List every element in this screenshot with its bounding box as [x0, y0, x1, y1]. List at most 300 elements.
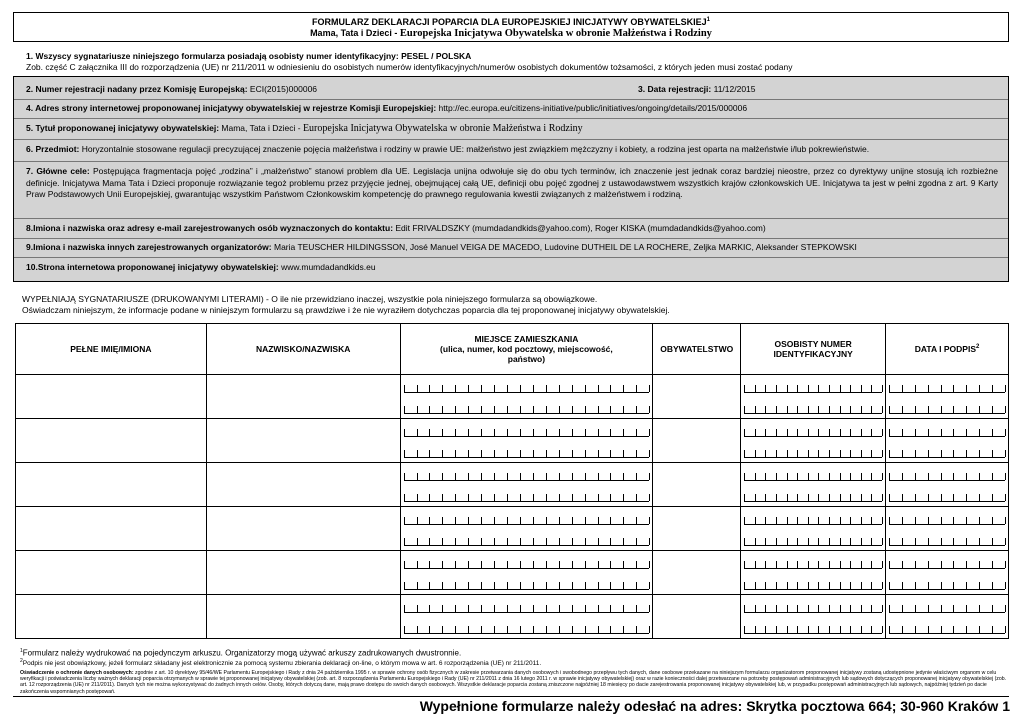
- citizenship-field[interactable]: [653, 507, 741, 551]
- character-box-divider: [468, 429, 469, 436]
- character-box-divider: [755, 385, 756, 392]
- character-box-divider: [572, 494, 573, 501]
- character-box-divider: [404, 429, 405, 436]
- character-box-divider: [520, 582, 521, 589]
- character-box-divider: [850, 517, 851, 524]
- intro-line-1: 1. Wszyscy sygnatariusze niniejszego formularza posiadają osobisty numer identyfikacyjny: PESEL / POLSKA: [26, 51, 472, 61]
- baseline: [744, 457, 882, 458]
- name-field[interactable]: [16, 595, 207, 639]
- character-box-divider: [882, 473, 883, 480]
- footnote-2: [20, 658, 541, 667]
- character-box-divider: [992, 538, 993, 545]
- citizenship-field[interactable]: [653, 595, 741, 639]
- character-boxes: [404, 517, 650, 525]
- character-box-divider: [755, 429, 756, 436]
- character-box-divider: [744, 517, 745, 524]
- character-box-divider: [902, 561, 903, 568]
- character-box-divider: [585, 450, 586, 457]
- goals-value: Postępująca fragmentacja pojęć „rodzina” i „małżeństwo” stanowi problem dla UE. Legislacja unijna odwołuje się do obu tych terminów, ich znaczenie jest jednak coraz bardziej nieostre, przez co dyrektywy unijne stosują ich rozbieżne definicje. Inicjatywa Mama Tata i Dzieci proponuje rozwiązanie tegoż problemu przez przyjęcie jednej, obejmującej całą UE, definicji obu pojęć zgodnej z ustawodawstwem wszystkich krajów członkowskich UE. Inicjatywa ta jest w pełni zgodna z art. 9 Karty Praw Podstawowych Unii Europejskiej, gwarantując wszystkim Państwom Członkowskim kompetencję do prawnego regulowania kwestii związanych z małżeństwem i rodziną.: [26, 166, 998, 199]
- character-box-divider: [468, 385, 469, 392]
- character-box-divider: [889, 517, 890, 524]
- character-box-divider: [404, 473, 405, 480]
- character-box-divider: [417, 406, 418, 413]
- character-box-divider: [787, 517, 788, 524]
- character-box-divider: [559, 429, 560, 436]
- character-box-divider: [468, 406, 469, 413]
- character-box-divider: [808, 429, 809, 436]
- character-box-divider: [585, 626, 586, 633]
- character-box-divider: [404, 517, 405, 524]
- address-header-line-1: MIEJSCE ZAMIESZKANIA: [474, 334, 579, 344]
- character-box-divider: [598, 538, 599, 545]
- character-box-divider: [744, 429, 745, 436]
- character-box-divider: [787, 450, 788, 457]
- character-box-divider: [941, 450, 942, 457]
- character-box-divider: [429, 473, 430, 480]
- character-box-divider: [494, 473, 495, 480]
- character-box-divider: [442, 385, 443, 392]
- character-box-divider: [559, 385, 560, 392]
- character-box-divider: [559, 517, 560, 524]
- character-box-divider: [744, 538, 745, 545]
- character-boxes: [404, 429, 650, 437]
- character-box-divider: [755, 626, 756, 633]
- character-box-divider: [829, 538, 830, 545]
- character-box-divider: [861, 538, 862, 545]
- surname-field[interactable]: [206, 375, 400, 419]
- character-box-divider: [636, 473, 637, 480]
- character-box-divider: [941, 561, 942, 568]
- character-box-divider: [744, 473, 745, 480]
- character-box-divider: [623, 517, 624, 524]
- character-box-divider: [979, 582, 980, 589]
- character-box-divider: [429, 406, 430, 413]
- character-box-divider: [928, 626, 929, 633]
- character-box-divider: [546, 429, 547, 436]
- character-box-divider: [979, 561, 980, 568]
- date-signature-field[interactable]: [886, 419, 1009, 463]
- character-box-divider: [572, 538, 573, 545]
- character-box-divider: [902, 538, 903, 545]
- character-box-divider: [481, 517, 482, 524]
- column-header-date-signature: [886, 324, 1009, 375]
- table-row: [16, 419, 1009, 463]
- character-box-divider: [797, 473, 798, 480]
- character-box-divider: [559, 473, 560, 480]
- initiative-info-box: [13, 76, 1009, 282]
- character-box-divider: [928, 406, 929, 413]
- character-box-divider: [765, 385, 766, 392]
- character-box-divider: [966, 538, 967, 545]
- character-box-divider: [818, 626, 819, 633]
- character-box-divider: [953, 450, 954, 457]
- date-separator: [941, 374, 948, 375]
- character-box-divider: [442, 406, 443, 413]
- character-box-divider: [889, 473, 890, 480]
- character-box-divider: [882, 626, 883, 633]
- character-box-divider: [623, 605, 624, 612]
- character-box-divider: [797, 561, 798, 568]
- character-box-divider: [755, 605, 756, 612]
- character-box-divider: [404, 385, 405, 392]
- title-label: 5. Tytuł proponowanej inicjatywy obywatelskiej:: [26, 123, 220, 133]
- character-box-divider: [755, 561, 756, 568]
- character-boxes: [889, 473, 1005, 481]
- character-box-divider: [808, 582, 809, 589]
- character-box-divider: [829, 406, 830, 413]
- baseline: [744, 524, 882, 525]
- character-box-divider: [481, 429, 482, 436]
- character-box-divider: [928, 385, 929, 392]
- character-box-divider: [533, 582, 534, 589]
- character-box-divider: [861, 605, 862, 612]
- character-box-divider: [572, 605, 573, 612]
- citizenship-field[interactable]: [653, 419, 741, 463]
- character-boxes: [744, 429, 882, 437]
- character-box-divider: [623, 385, 624, 392]
- character-box-divider: [829, 429, 830, 436]
- character-box-divider: [902, 429, 903, 436]
- intro-line-2: Zob. część C załącznika III do rozporządzenia (UE) nr 211/2011 w odniesieniu do osobistych numerów identyfikacyjnych/numerów osobistych dokumentów tożsamości, z których jeden musi zostać podany: [26, 62, 793, 72]
- character-box-divider: [623, 429, 624, 436]
- character-box-divider: [520, 538, 521, 545]
- address-field[interactable]: [400, 507, 653, 551]
- address-field[interactable]: [400, 551, 653, 595]
- name-field[interactable]: [16, 375, 207, 419]
- character-box-divider: [417, 626, 418, 633]
- character-box-divider: [623, 494, 624, 501]
- character-box-divider: [598, 494, 599, 501]
- character-box-divider: [1005, 406, 1006, 413]
- id-number-field[interactable]: [741, 419, 886, 463]
- surname-field[interactable]: [206, 551, 400, 595]
- character-box-divider: [850, 626, 851, 633]
- character-box-divider: [979, 473, 980, 480]
- character-box-divider: [610, 429, 611, 436]
- baseline: [889, 524, 1005, 525]
- character-box-divider: [966, 450, 967, 457]
- character-box-divider: [871, 473, 872, 480]
- character-box-divider: [928, 494, 929, 501]
- character-box-divider: [818, 605, 819, 612]
- character-box-divider: [902, 385, 903, 392]
- baseline: [744, 568, 882, 569]
- character-box-divider: [755, 473, 756, 480]
- character-boxes: [404, 626, 650, 634]
- character-box-divider: [455, 605, 456, 612]
- character-box-divider: [636, 626, 637, 633]
- character-box-divider: [623, 626, 624, 633]
- character-box-divider: [636, 561, 637, 568]
- character-box-divider: [889, 429, 890, 436]
- character-box-divider: [610, 517, 611, 524]
- character-box-divider: [850, 582, 851, 589]
- character-box-divider: [915, 626, 916, 633]
- character-box-divider: [559, 538, 560, 545]
- name-field[interactable]: [16, 507, 207, 551]
- character-box-divider: [979, 626, 980, 633]
- date-signature-field[interactable]: [886, 375, 1009, 419]
- character-box-divider: [623, 538, 624, 545]
- character-box-divider: [429, 517, 430, 524]
- id-number-field[interactable]: [741, 507, 886, 551]
- character-box-divider: [829, 605, 830, 612]
- initiative-title: [26, 123, 583, 135]
- character-box-divider: [992, 582, 993, 589]
- character-box-divider: [455, 538, 456, 545]
- character-box-divider: [533, 494, 534, 501]
- character-box-divider: [1005, 561, 1006, 568]
- character-box-divider: [494, 429, 495, 436]
- citizenship-field[interactable]: [653, 551, 741, 595]
- character-box-divider: [572, 473, 573, 480]
- character-box-divider: [744, 494, 745, 501]
- baseline: [404, 589, 650, 590]
- character-box-divider: [744, 450, 745, 457]
- character-box-divider: [649, 429, 650, 436]
- character-box-divider: [840, 473, 841, 480]
- citizenship-field[interactable]: [653, 463, 741, 507]
- character-box-divider: [1005, 450, 1006, 457]
- id-number-field[interactable]: [741, 595, 886, 639]
- character-box-divider: [797, 517, 798, 524]
- surname-field[interactable]: [206, 419, 400, 463]
- column-header-name: PEŁNE IMIĘ/IMIONA: [16, 324, 207, 375]
- character-box-divider: [840, 626, 841, 633]
- divider: [14, 118, 1008, 119]
- character-box-divider: [442, 538, 443, 545]
- subtitle-serif: Europejska Inicjatywa Obywatelska w obronie Małżeństwa i Rodziny: [399, 28, 712, 39]
- character-box-divider: [850, 429, 851, 436]
- character-box-divider: [494, 385, 495, 392]
- address-field[interactable]: [400, 375, 653, 419]
- character-box-divider: [520, 626, 521, 633]
- character-box-divider: [850, 538, 851, 545]
- id-number-field[interactable]: [741, 551, 886, 595]
- character-box-divider: [776, 385, 777, 392]
- name-field[interactable]: [16, 463, 207, 507]
- character-box-divider: [442, 626, 443, 633]
- character-box-divider: [776, 450, 777, 457]
- initiative-subject: [26, 144, 869, 156]
- character-box-divider: [861, 561, 862, 568]
- baseline: [404, 413, 650, 414]
- character-box-divider: [840, 494, 841, 501]
- date-signature-field[interactable]: [886, 595, 1009, 639]
- character-box-divider: [468, 494, 469, 501]
- organizers-label: 9.Imiona i nazwiska innych zarejestrowanych organizatorów:: [26, 242, 272, 252]
- character-box-divider: [417, 429, 418, 436]
- character-box-divider: [755, 582, 756, 589]
- character-box-divider: [559, 561, 560, 568]
- character-box-divider: [520, 406, 521, 413]
- id-number-field[interactable]: [741, 375, 886, 419]
- character-box-divider: [623, 582, 624, 589]
- character-box-divider: [442, 605, 443, 612]
- divider: [14, 257, 1008, 258]
- date-separator: [915, 374, 922, 375]
- character-box-divider: [953, 517, 954, 524]
- date-signature-field[interactable]: [886, 463, 1009, 507]
- character-box-divider: [861, 406, 862, 413]
- character-box-divider: [559, 494, 560, 501]
- character-box-divider: [744, 626, 745, 633]
- character-box-divider: [902, 605, 903, 612]
- character-box-divider: [598, 582, 599, 589]
- character-box-divider: [829, 385, 830, 392]
- footnote-ref-1: 1: [706, 17, 711, 23]
- contacts-value: Edit FRIVALDSZKY (mumdadandkids@yahoo.com), Roger KISKA (mumdadandkids@yahoo.com): [393, 223, 766, 233]
- name-field[interactable]: [16, 551, 207, 595]
- character-box-divider: [610, 605, 611, 612]
- subject-label: 6. Przedmiot:: [26, 144, 80, 154]
- citizenship-field[interactable]: [653, 375, 741, 419]
- character-boxes: [744, 517, 882, 525]
- character-box-divider: [861, 473, 862, 480]
- character-box-divider: [533, 429, 534, 436]
- date-signature-field[interactable]: [886, 551, 1009, 595]
- character-box-divider: [481, 582, 482, 589]
- baseline: [889, 392, 1005, 393]
- character-box-divider: [507, 626, 508, 633]
- character-box-divider: [1005, 473, 1006, 480]
- character-box-divider: [649, 494, 650, 501]
- character-box-divider: [915, 582, 916, 589]
- character-box-divider: [966, 626, 967, 633]
- character-box-divider: [928, 561, 929, 568]
- character-box-divider: [941, 626, 942, 633]
- character-box-divider: [787, 561, 788, 568]
- character-box-divider: [468, 561, 469, 568]
- character-box-divider: [481, 385, 482, 392]
- baseline: [404, 501, 650, 502]
- name-field[interactable]: [16, 419, 207, 463]
- goals-label: 7. Główne cele:: [26, 166, 90, 176]
- character-box-divider: [404, 582, 405, 589]
- character-box-divider: [808, 450, 809, 457]
- character-box-divider: [840, 429, 841, 436]
- character-box-divider: [979, 429, 980, 436]
- character-box-divider: [455, 517, 456, 524]
- id-number-field[interactable]: [741, 463, 886, 507]
- character-box-divider: [455, 450, 456, 457]
- subject-value: Horyzontalnie stosowane regulacji precyzującej znaczenie pojęcia małżeństwa i rodziny w prawie UE: małżeństwo jest związkiem mężczyzny i kobiety, a rodzina jest oparta na małżeństwie i/lub pokrewieństwie.: [79, 144, 870, 154]
- character-box-divider: [494, 494, 495, 501]
- address-field[interactable]: [400, 463, 653, 507]
- character-box-divider: [966, 385, 967, 392]
- character-box-divider: [755, 406, 756, 413]
- character-box-divider: [1005, 582, 1006, 589]
- divider: [14, 139, 1008, 140]
- surname-field[interactable]: [206, 595, 400, 639]
- signatories-table-body: [16, 375, 1009, 639]
- character-box-divider: [928, 450, 929, 457]
- surname-field[interactable]: [206, 463, 400, 507]
- character-box-divider: [902, 406, 903, 413]
- character-box-divider: [494, 561, 495, 568]
- character-box-divider: [598, 406, 599, 413]
- character-box-divider: [871, 605, 872, 612]
- character-box-divider: [928, 605, 929, 612]
- character-box-divider: [797, 429, 798, 436]
- character-box-divider: [507, 582, 508, 589]
- character-box-divider: [915, 605, 916, 612]
- character-box-divider: [776, 538, 777, 545]
- character-box-divider: [455, 626, 456, 633]
- address-field[interactable]: [400, 595, 653, 639]
- character-boxes: [889, 605, 1005, 613]
- form-title-box: [13, 12, 1009, 42]
- baseline: [889, 545, 1005, 546]
- table-header-row: [16, 324, 1009, 375]
- character-boxes: [404, 450, 650, 458]
- character-box-divider: [776, 406, 777, 413]
- character-box-divider: [871, 538, 872, 545]
- baseline: [889, 501, 1005, 502]
- table-row: [16, 507, 1009, 551]
- character-box-divider: [915, 385, 916, 392]
- character-box-divider: [953, 429, 954, 436]
- character-box-divider: [840, 561, 841, 568]
- character-box-divider: [979, 538, 980, 545]
- character-box-divider: [636, 582, 637, 589]
- baseline: [404, 392, 650, 393]
- surname-field[interactable]: [206, 507, 400, 551]
- character-box-divider: [520, 494, 521, 501]
- character-box-divider: [429, 385, 430, 392]
- character-box-divider: [871, 429, 872, 436]
- character-box-divider: [808, 626, 809, 633]
- website-label: 10.Strona internetowa proponowanej inicjatywy obywatelskiej:: [26, 262, 279, 272]
- character-boxes: [889, 494, 1005, 502]
- character-box-divider: [902, 517, 903, 524]
- character-box-divider: [585, 429, 586, 436]
- character-boxes: [404, 605, 650, 613]
- character-box-divider: [829, 582, 830, 589]
- date-separator: [941, 506, 948, 507]
- character-box-divider: [941, 494, 942, 501]
- character-box-divider: [442, 517, 443, 524]
- character-box-divider: [871, 494, 872, 501]
- character-box-divider: [610, 494, 611, 501]
- character-box-divider: [610, 626, 611, 633]
- organizers-value: Maria TEUSCHER HILDINGSSON, José Manuel VEIGA DE MACEDO, Ludovine DUTHEIL DE LA ROCHERE, Zeljka MARKIC, Aleksander STEPKOWSKI: [271, 242, 857, 252]
- character-box-divider: [649, 385, 650, 392]
- character-box-divider: [520, 561, 521, 568]
- character-box-divider: [507, 538, 508, 545]
- character-box-divider: [915, 450, 916, 457]
- character-box-divider: [915, 473, 916, 480]
- character-box-divider: [585, 406, 586, 413]
- character-box-divider: [572, 626, 573, 633]
- character-box-divider: [636, 406, 637, 413]
- character-box-divider: [882, 605, 883, 612]
- character-box-divider: [585, 517, 586, 524]
- date-signature-field[interactable]: [886, 507, 1009, 551]
- character-box-divider: [882, 538, 883, 545]
- character-box-divider: [829, 517, 830, 524]
- address-field[interactable]: [400, 419, 653, 463]
- initiative-goals: [26, 166, 998, 201]
- character-box-divider: [861, 429, 862, 436]
- character-box-divider: [404, 605, 405, 612]
- character-box-divider: [902, 626, 903, 633]
- id-header-line-1: OSOBISTY NUMER: [774, 339, 852, 349]
- character-box-divider: [915, 429, 916, 436]
- character-box-divider: [1005, 605, 1006, 612]
- character-box-divider: [404, 538, 405, 545]
- character-box-divider: [928, 429, 929, 436]
